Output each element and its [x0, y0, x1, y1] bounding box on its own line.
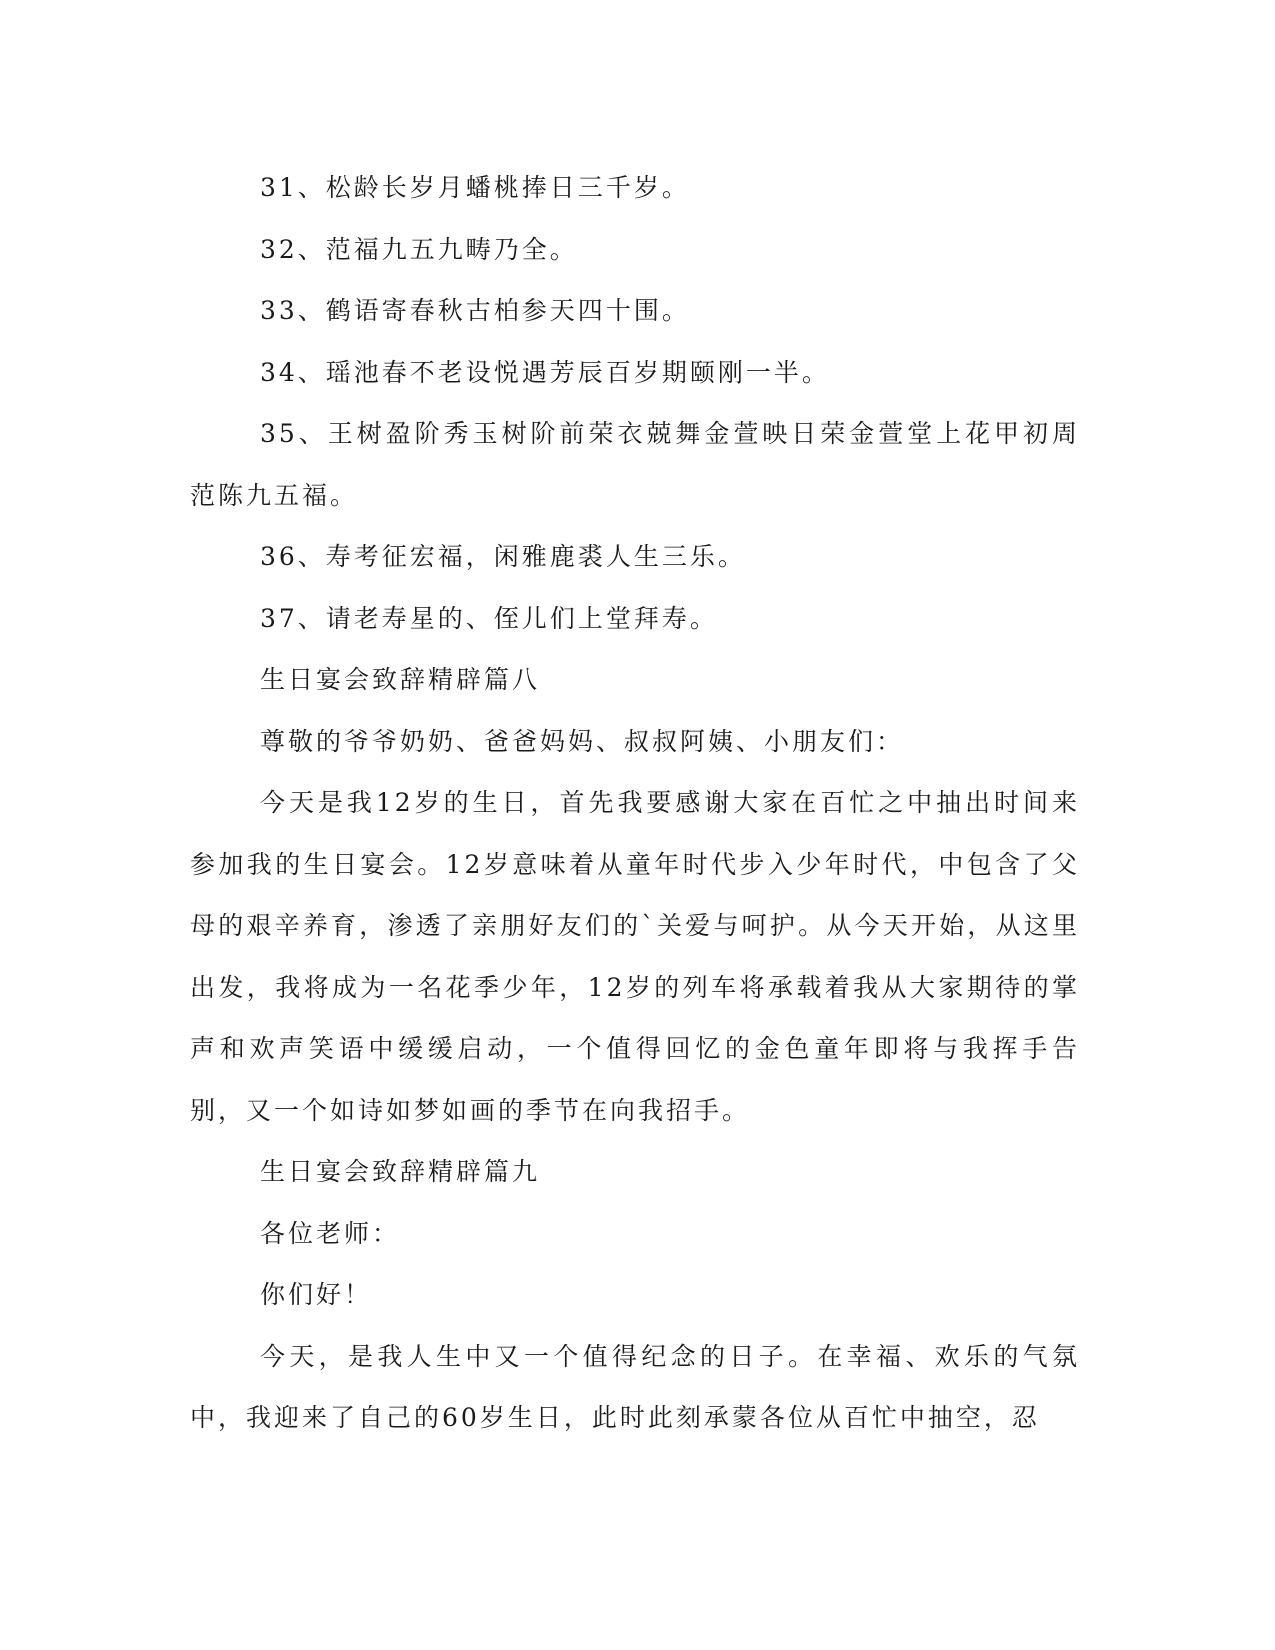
- document-body: [190, 157, 1080, 1449]
- paragraph-couplet-33: 33、鹤语寄春秋古柏参天四十围。: [260, 296, 690, 325]
- paragraph-couplet-34: 34、瑶池春不老设悦遇芳辰百岁期颐刚一半。: [260, 357, 830, 387]
- salutation-9: 各位老师：: [260, 1218, 401, 1248]
- greeting-9: 你们好！: [260, 1280, 373, 1309]
- section-heading-8: 生日宴会致辞精辟篇八: [260, 665, 541, 694]
- paragraph-couplet-31: 31、松龄长岁月蟠桃捧日三千岁。: [260, 173, 690, 202]
- speech-paragraph-8: 今天是我12岁的生日，首先我要感谢大家在百忙之中抽出时间来参加我的生日宴会。12岁意味着从童年时代步入少年时代，中包含了父母的艰辛养育，渗透了亲朋好友们的`关爱与呵护。从今天开始，从这里出发，我将成为一名花季少年，12岁的列车将承载着我从大家期待的掌声和欢声笑语中缓缓启动，一个值得回忆的金色童年即将与我挥手告别，又一个如诗如梦如画的季节在向我招手。: [190, 788, 1080, 1125]
- paragraph-couplet-37: 37、请老寿星的、侄儿们上堂拜寿。: [260, 603, 718, 633]
- speech-paragraph-9: 今天，是我人生中又一个值得纪念的日子。在幸福、欢乐的气氛中，我迎来了自己的60岁生日，此时此刻承蒙各位从百忙中抽空，忍: [190, 1341, 1080, 1432]
- section-heading-9: 生日宴会致辞精辟篇九: [260, 1157, 541, 1186]
- paragraph-couplet-36: 36、寿考征宏福，闲雅鹿裘人生三乐。: [260, 542, 746, 571]
- paragraph-couplet-32: 32、范福九五九畴乃全。: [260, 234, 578, 264]
- paragraph-couplet-35: 35、王树盈阶秀玉树阶前荣衣兢舞金萱映日荣金萱堂上花甲初周范陈九五福。: [190, 419, 1080, 510]
- salutation-8: 尊敬的爷爷奶奶、爸爸妈妈、叔叔阿姨、小朋友们：: [260, 726, 905, 756]
